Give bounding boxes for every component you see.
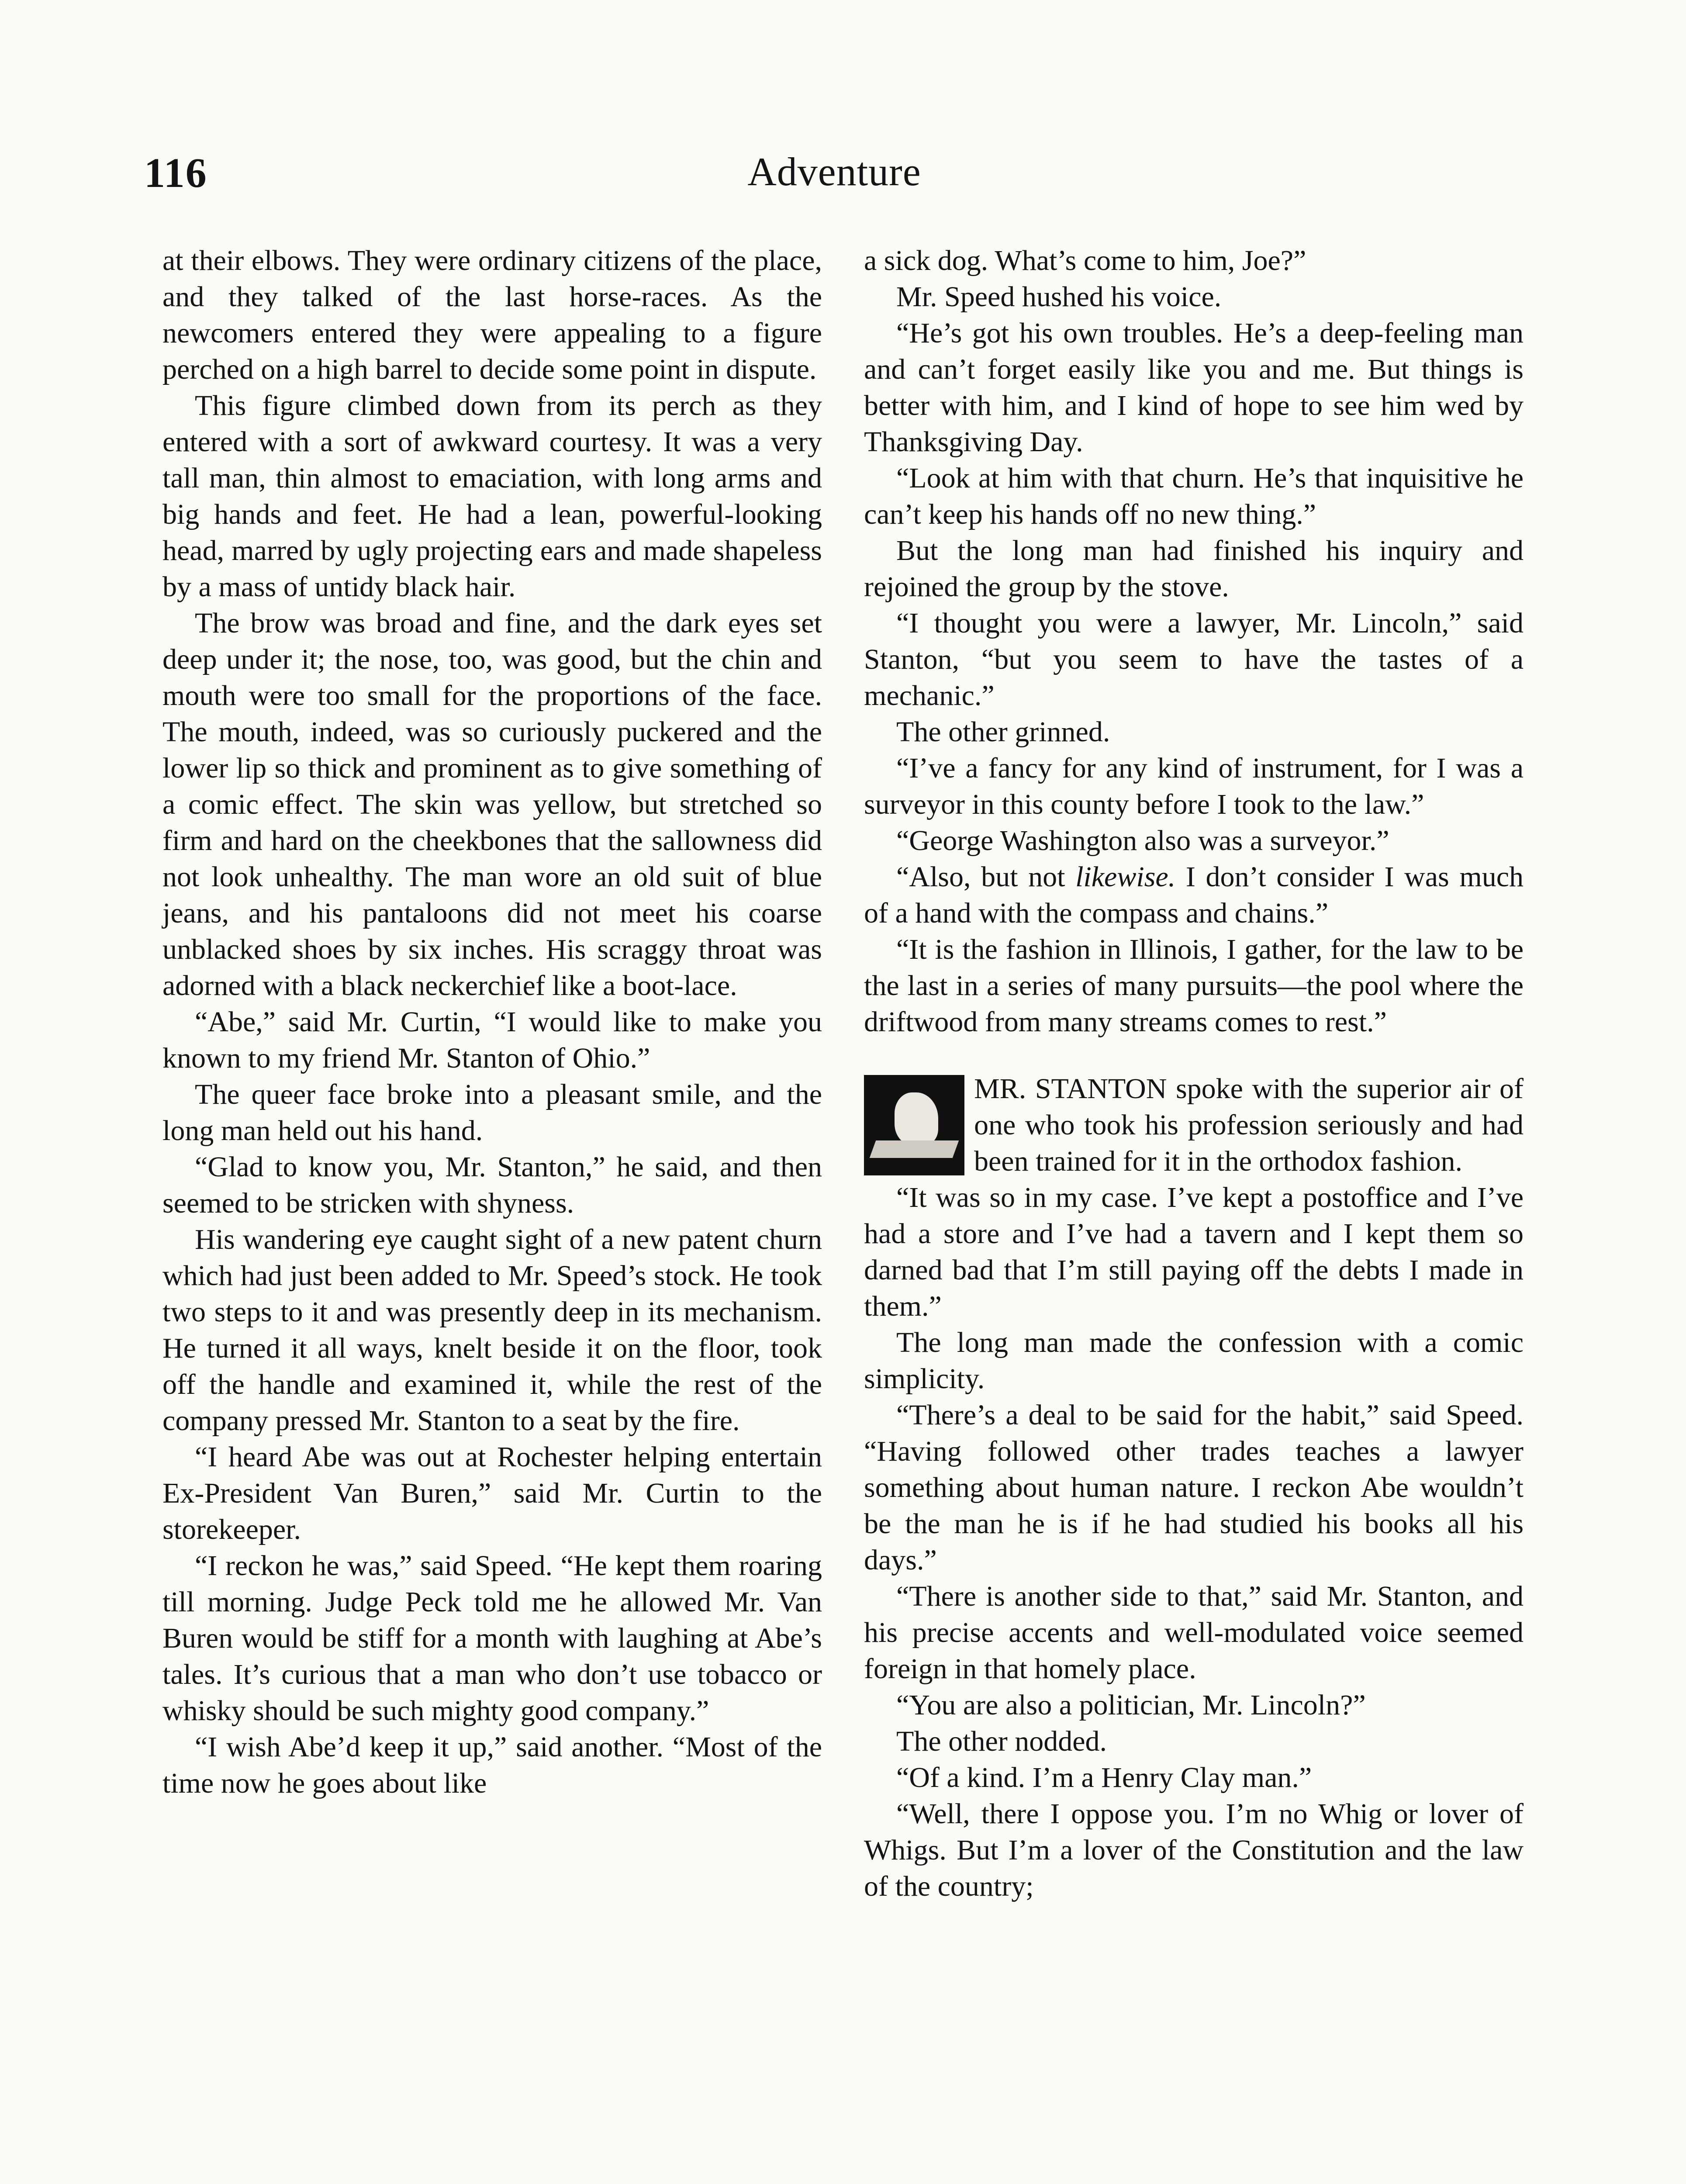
paragraph: Mr. Speed hushed his voice.	[896, 281, 1222, 313]
paragraph: The brow was broad and fine, and the dark eyes set deep under it; the nose, too, was good, but the chin and mouth were too small for the proportions of the face. The mouth, indeed, was so curiously puckered and the lower lip so thick and prominent as to give something of a comic effect. The skin was yellow, but stretched so firm and hard on the cheekbones that the sallowness did not look unhealthy. The man wore an old suit of blue jeans, and his pantaloons did not meet his coarse unblacked shoes by six inches. His scraggy throat was adorned with a black neckerchief like a boot-lace.	[162, 607, 822, 1002]
text-run: I don’t consider I was much of a hand with the compass and chains.”	[864, 861, 1524, 929]
paragraph: “I thought you were a lawyer, Mr. Lincoln,” said Stanton, “but you seem to have the tastes of a mechanic.”	[864, 607, 1524, 712]
paragraph: The other nodded.	[896, 1725, 1107, 1757]
section-break	[864, 1040, 1524, 1071]
paragraph: His wandering eye caught sight of a new patent churn which had just been added to Mr. Speed’s stock. He took two steps to it and was presently deep in its mechanism. He turned it all ways, knelt beside it on the floor, took off the handle and examined it, while the rest of the company pressed Mr. Stanton to a seat by the fire.	[162, 1223, 822, 1437]
paragraph: “Well, there I oppose you. I’m no Whig or lover of Whigs. But I’m a lover of the Constitution and the law of the country;	[864, 1798, 1524, 1902]
page-header	[144, 149, 1524, 210]
paragraph: “There is another side to that,” said Mr. Stanton, and his precise accents and well-modulated voice seemed foreign in that homely place.	[864, 1580, 1524, 1685]
paragraph: a sick dog. What’s come to him, Joe?”	[864, 245, 1306, 276]
paragraph: This figure climbed down from its perch as they entered with a sort of awkward courtesy. It was a very tall man, thin almost to emaciation, with long arms and big hands and feet. He had a lean, powerful-looking head, marred by ugly projecting ears and made shapeless by a mass of untidy black hair.	[162, 390, 822, 603]
text-run: “Also, but not	[896, 861, 1076, 893]
dropcap-illustration-icon	[864, 1075, 964, 1175]
paragraph-likewise	[864, 859, 1524, 931]
right-column	[864, 242, 1524, 1904]
page-number: 116	[144, 149, 207, 196]
paragraph: “I wish Abe’d keep it up,” said another. “Most of the time now he goes about like	[162, 1731, 822, 1799]
paragraph: “Glad to know you, Mr. Stanton,” he said, and then seemed to be stricken with shyness.	[162, 1151, 822, 1219]
paragraph: The long man made the confession with a comic simplicity.	[864, 1327, 1524, 1395]
paragraph: at their elbows. They were ordinary citizens of the place, and they talked of the last horse-races. As the newcomers entered they were appealing to a figure perched on a high barrel to decide some point in dispute.	[162, 245, 822, 385]
running-title: Adventure	[747, 149, 921, 194]
paragraph: “I’ve a fancy for any kind of instrument, for I was a surveyor in this county before I took to the law.”	[864, 752, 1524, 820]
paragraph: The other grinned.	[896, 716, 1110, 748]
left-column	[162, 242, 822, 1801]
paragraph: “I reckon he was,” said Speed. “He kept them roaring till morning. Judge Peck told me he allowed Mr. Van Buren would be stiff for a month with laughing at Abe’s tales. It’s curious that a man who don’t use tobacco or whisky should be such mighty good company.”	[162, 1550, 822, 1727]
paragraph: “Abe,” said Mr. Curtin, “I would like to make you known to my friend Mr. Stanton of Ohio.”	[162, 1006, 822, 1074]
dropcap-paragraph	[864, 1071, 1524, 1179]
paragraph: “There’s a deal to be said for the habit,” said Speed. “Having followed other trades teaches a lawyer something about human nature. I reckon Abe wouldn’t be the man he is if he had studied his books all his days.”	[864, 1399, 1524, 1576]
paragraph: “He’s got his own troubles. He’s a deep-feeling man and can’t forget easily like you and me. But things is better with him, and I kind of hope to see him wed by Thanksgiving Day.	[864, 317, 1524, 458]
dropcap-text: MR. STANTON spoke with the superior air of one who took his profession seriously and had been trained for it in the orthodox fashion.	[974, 1073, 1524, 1177]
paragraph: “It was so in my case. I’ve kept a postoffice and I’ve had a store and I’ve had a tavern and I kept them so darned bad that I’m still paying off the debts I made in them.”	[864, 1182, 1524, 1322]
paragraph: The queer face broke into a pleasant smile, and the long man held out his hand.	[162, 1078, 822, 1147]
paragraph: “You are also a politician, Mr. Lincoln?”	[896, 1689, 1366, 1721]
paragraph: “It is the fashion in Illinois, I gather, for the law to be the last in a series of many pursuits—the pool where the driftwood from many streams comes to rest.”	[864, 933, 1524, 1038]
paragraph: “I heard Abe was out at Rochester helping entertain Ex-President Van Buren,” said Mr. Curtin to the storekeeper.	[162, 1441, 822, 1545]
paragraph: But the long man had finished his inquiry and rejoined the group by the stove.	[864, 535, 1524, 603]
emphasis-likewise: likewise.	[1075, 861, 1176, 893]
paragraph: “George Washington also was a surveyor.”	[896, 825, 1389, 857]
paragraph: “Look at him with that churn. He’s that inquisitive he can’t keep his hands off no new thing.”	[864, 462, 1524, 530]
paragraph: “Of a kind. I’m a Henry Clay man.”	[896, 1762, 1312, 1794]
